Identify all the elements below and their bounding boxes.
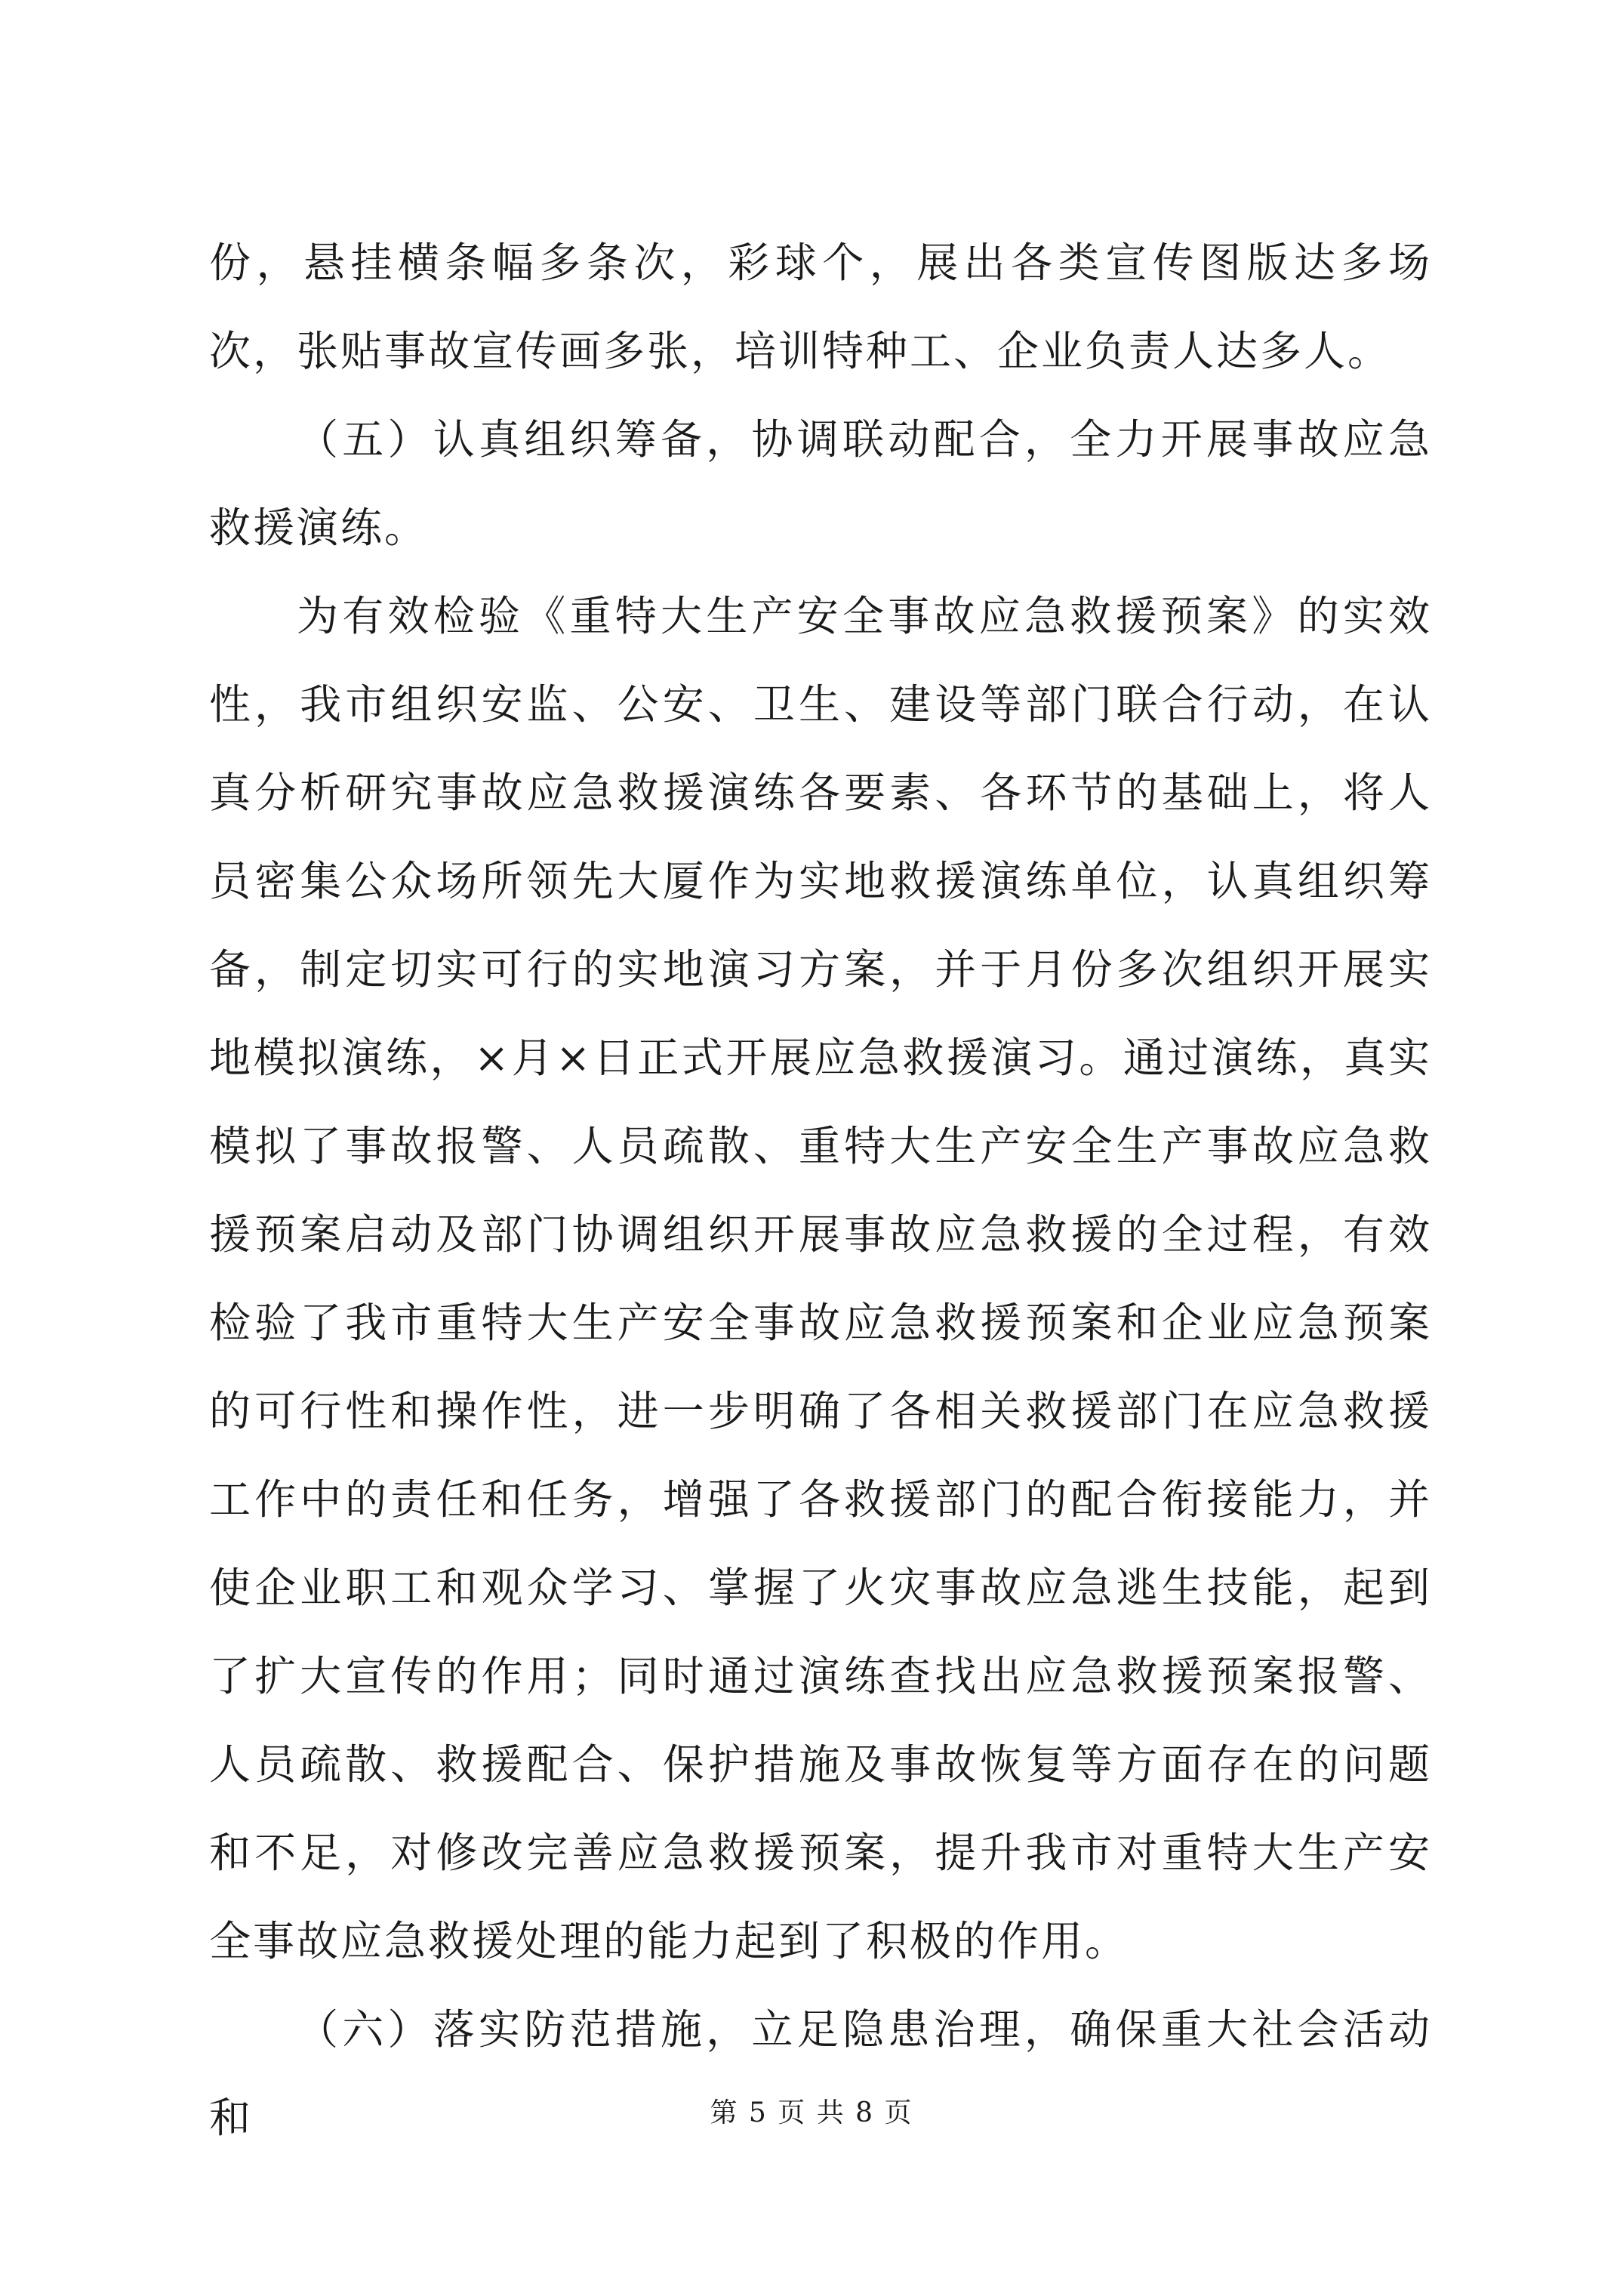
section-heading-five: （五）认真组织筹备，协调联动配合，全力开展事故应急救援演练。 — [209, 415, 1432, 552]
document-body — [209, 219, 1432, 2162]
paragraph-drill-report: 为有效检验《重特大生产安全事故应急救援预案》的实效性，我市组织安监、公安、卫生、建设等部门联合行动，在认真分析研究事故应急救援演练各要素、各环节的基础上，将人员密集公众场所领先大厦作为实地救援演练单位，认真组织筹备，制定切实可行的实地演习方案，并于月份多次组织开展实地模拟演练，×月×日正式开展应急救援演习。通过演练，真实模拟了事故报警、人员疏散、重特大生产安全生产事故应急救援预案启动及部门协调组织开展事故应急救援的全过程，有效检验了我市重特大生产安全事故应急救援预案和企业应急预案的可行性和操作性，进一步明确了各相关救援部门在应急救援工作中的责任和任务，增强了各救援部门的配合衔接能力，并使企业职工和观众学习、掌握了火灾事故应急逃生技能，起到了扩大宣传的作用；同时通过演练查找出应急救援预案报警、人员疏散、救援配合、保护措施及事故恢复等方面存在的问题和不足，对修改完善应急救援预案，提升我市对重特大生产安全事故应急救援处理的能力起到了积极的作用。 — [209, 592, 1432, 1965]
page-number: 第 5 页 共 8 页 — [710, 2097, 913, 2128]
section-heading-six: （六）落实防范措施，立足隐患治理，确保重大社会活动和 — [209, 2005, 1432, 2142]
paragraph-continuation: 份，悬挂横条幅多条次，彩球个，展出各类宣传图版达多场次，张贴事故宣传画多张，培训特种工、企业负责人达多人。 — [209, 239, 1432, 375]
